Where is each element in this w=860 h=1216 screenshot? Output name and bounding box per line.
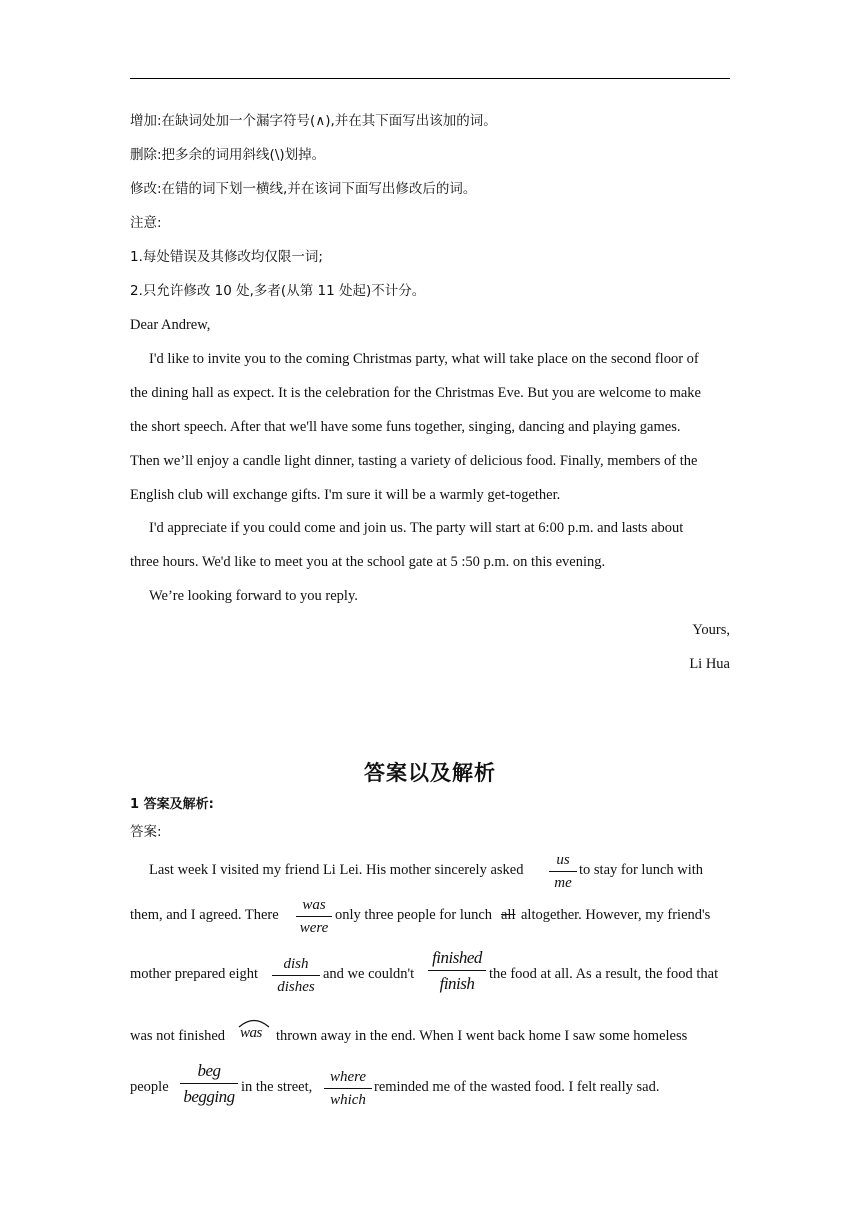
instruction-delete: 删除:把多余的词用斜线(\)划掉。 xyxy=(130,147,326,163)
answer-text: thrown away in the end. When I went back home I saw some homeless xyxy=(276,1028,688,1044)
letter-line: three hours. We'd like to meet you at the school gate at 5 :50 p.m. on this evening. xyxy=(130,554,606,570)
letter-line: I'd like to invite you to the coming Christmas party, what will take place on the second floor of xyxy=(149,351,699,367)
letter-salutation: Dear Andrew, xyxy=(130,317,211,333)
correction-dish-dishes: dish dishes xyxy=(272,955,320,996)
correction-where-which: where which xyxy=(324,1068,372,1109)
header-rule xyxy=(130,78,730,79)
letter-line: the dining hall as expect. It is the celebration for the Christmas Eve. But you are welcome to make xyxy=(130,385,701,401)
letter-line: English club will exchange gifts. I'm sure it will be a warmly get-together. xyxy=(130,487,561,503)
deleted-word: all xyxy=(501,907,516,923)
letter-line: the short speech. After that we'll have some funs together, singing, dancing and playing games. xyxy=(130,419,681,435)
answer-heading: 1 答案及解析: xyxy=(130,797,214,812)
answer-text: them, and I agreed. There xyxy=(130,907,279,923)
answer-text: in the street, xyxy=(241,1079,313,1095)
answer-text: the food at all. As a result, the food that xyxy=(489,966,719,982)
letter-signature: Li Hua xyxy=(689,656,730,672)
letter-line: We’re looking forward to you reply. xyxy=(149,588,358,604)
answer-label: 答案: xyxy=(130,824,162,840)
answer-text: only three people for lunch xyxy=(335,907,493,923)
answer-text: and we couldn't xyxy=(323,966,415,982)
letter-line: I'd appreciate if you could come and join us. The party will start at 6:00 p.m. and lasts about xyxy=(149,520,684,536)
answer-text: mother prepared eight xyxy=(130,966,259,982)
letter-closing: Yours, xyxy=(692,622,730,638)
answer-title: 答案以及解析 xyxy=(364,761,496,785)
letter-line: Then we’ll enjoy a candle light dinner, tasting a variety of delicious food. Finally, members of the xyxy=(130,453,698,469)
answer-text: reminded me of the wasted food. I felt really sad. xyxy=(374,1079,660,1095)
instruction-add: 增加:在缺词处加一个漏字符号(∧),并在其下面写出该加的词。 xyxy=(130,113,497,129)
correction-was-were: was were xyxy=(296,896,332,937)
answer-text: altogether. However, my friend's xyxy=(521,907,711,923)
insertion-mark: was xyxy=(240,1025,262,1042)
answer-text: people xyxy=(130,1079,169,1095)
caret-arc-icon xyxy=(238,1016,270,1028)
correction-beg-begging: beg begging xyxy=(180,1060,238,1107)
correction-finished-finish: finished finish xyxy=(428,947,486,994)
answer-text: to stay for lunch with xyxy=(579,862,704,878)
instruction-rule-2: 2.只允许修改 10 处,多者(从第 11 处起)不计分。 xyxy=(130,283,426,299)
correction-us-me: $\frac{us}{me}$ xyxy=(549,851,577,892)
answer-text: was not finished xyxy=(130,1028,226,1044)
answer-text: Last week I visited my friend Li Lei. His mother sincerely asked xyxy=(149,862,524,878)
instruction-rule-1: 1.每处错误及其修改均仅限一词; xyxy=(130,249,323,265)
instruction-modify: 修改:在错的词下划一横线,并在该词下面写出修改后的词。 xyxy=(130,181,477,197)
instruction-note: 注意: xyxy=(130,215,162,231)
